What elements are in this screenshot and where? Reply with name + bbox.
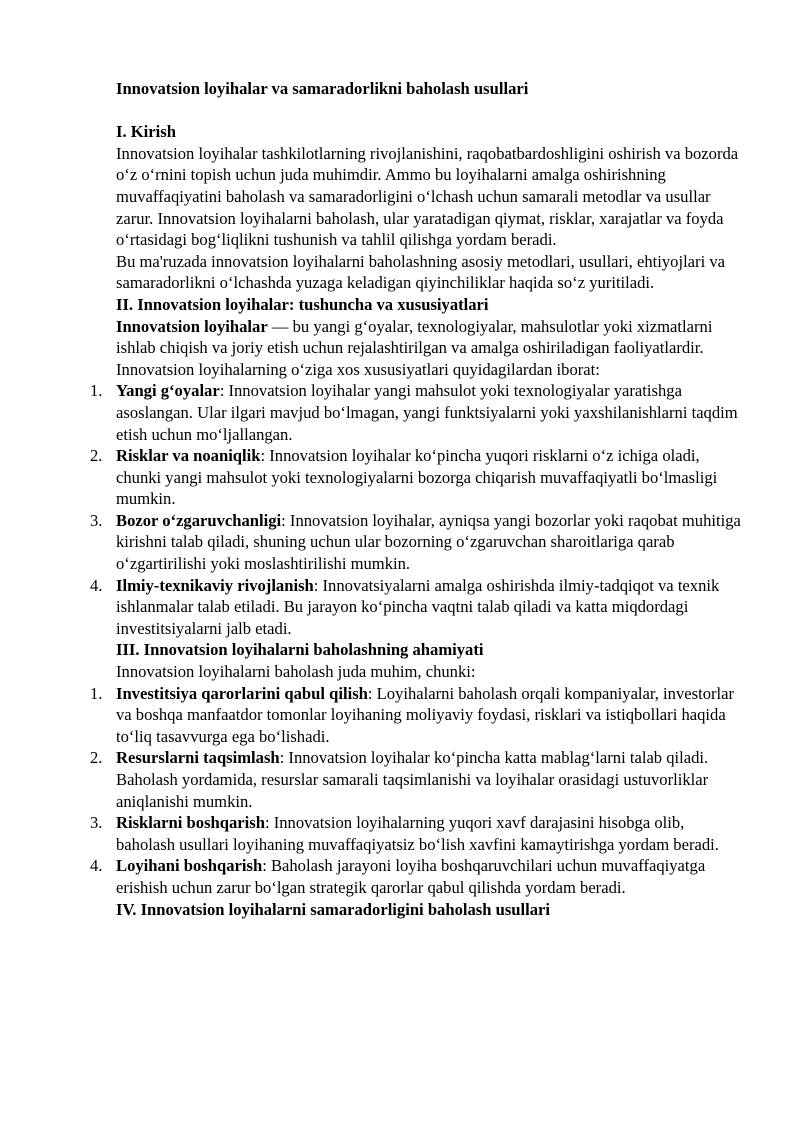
list-item: [90, 380, 744, 445]
section-2-intro: [116, 316, 744, 381]
list-item: [90, 812, 744, 855]
list-item-term: Yangi g‘oyalar: [116, 381, 220, 401]
list-item-term: Risklar va noaniqlik: [116, 446, 261, 466]
list-item: [90, 575, 744, 640]
section-1-paragraph-2: Bu ma'ruzada innovatsion loyihalarni baholashning asosiy metodlari, usullari, ehtiyojlari va samaradorlikni o‘lchashda yuzaga keladigan qiyinchiliklar haqida so‘z yuritiladi.: [116, 251, 725, 293]
list-item-term: Risklarni boshqarish: [116, 813, 265, 833]
section-2-intro-term: Innovatsion loyihalar: [116, 316, 268, 336]
list-item-text: : Innovatsiyalarni amalga oshirishda ilmiy-tadqiqot va texnik ishlanmalar talab etiladi. Bu jarayon ko‘pincha vaqtni talab qiladi va katta miqdordagi investitsiyalarni jalb etadi.: [116, 575, 720, 638]
list-item-number: 4.: [90, 856, 103, 876]
list-item: [90, 855, 744, 898]
list-item-text: : Innovatsion loyihalar ko‘pincha yuqori risklarni o‘z ichiga oladi, chunki yangi mahsulot yoki texnologiyalarni bozorga chiqarish muvaffaqiyatli bo‘lmasligi mumkin.: [116, 446, 718, 509]
list-item-text: : Innovatsion loyihalar yangi mahsulot yoki texnologiyalar yaratishga asoslangan. Ular ilgari mavjud bo‘lmagan, yangi funktsiyalarni yoki yaxshilanishlarni taqdim etish uchun mo‘ljallangan.: [116, 381, 738, 444]
section-3-heading: III. Innovatsion loyihalarni baholashning ahamiyati: [116, 640, 484, 660]
list-item: [90, 445, 744, 510]
list-item-term: Bozor o‘zgaruvchanligi: [116, 510, 282, 530]
section-2-list: [90, 380, 744, 639]
section-1-paragraph-1: Innovatsion loyihalar tashkilotlarning rivojlanishini, raqobatbardoshligini oshirish va bozorda o‘z o‘rnini topish uchun juda muhimdir. Ammo bu loyihalarni amalga oshirishning muvaffaqiyatini baholash va samaradorligini o‘lchash uchun samarali metodlar va usullar zarur. Innovatsion loyihalarni baholash, ular yaratadigan qiymat, risklar, xarajatlar va foyda o‘rtasidagi bog‘liqlikni tushunish va tahlil qilishga yordam beradi.: [116, 143, 739, 250]
document-page: [90, 78, 744, 920]
list-item-number: 3.: [90, 510, 103, 530]
list-item-number: 1.: [90, 381, 103, 401]
list-item-number: 1.: [90, 683, 103, 703]
list-item-term: Ilmiy-texnikaviy rivojlanish: [116, 575, 314, 595]
list-item: [90, 747, 744, 812]
blank-line: [116, 100, 744, 122]
list-item: [90, 510, 744, 575]
list-item: [90, 683, 744, 748]
list-item-number: 2.: [90, 748, 103, 768]
document-title: Innovatsion loyihalar va samaradorlikni baholash usullari: [116, 79, 529, 98]
section-2-heading: II. Innovatsion loyihalar: tushuncha va xususiyatlari: [116, 294, 489, 314]
list-item-text: : Innovatsion loyihalar ko‘pincha katta mablag‘larni talab qiladi. Baholash yordamida, resurslar samarali taqsimlanishi va loyihalar orasidagi ustuvorliklar aniqlanishi mumkin.: [116, 748, 709, 811]
section-3-list: [90, 683, 744, 899]
list-item-text: : Innovatsion loyihalarning yuqori xavf darajasini hisobga olib, baholash usullari loyihaning muvaffaqiyatsiz bo‘lish xavfini kamaytirishga yordam beradi.: [116, 813, 719, 854]
list-item-term: Resurslarni taqsimlash: [116, 748, 280, 768]
list-item-term: Loyihani boshqarish: [116, 856, 263, 876]
list-item-text: : Innovatsion loyihalar, ayniqsa yangi bozorlar yoki raqobat muhitiga kirishni talab qiladi, shuning uchun ular bozorning o‘zgaruvchan sharoitlariga qarab o‘zgartirilishi yoki moslashtirilishi mumkin.: [116, 510, 741, 574]
section-2-intro-text: — bu yangi g‘oyalar, texnologiyalar, mahsulotlar yoki xizmatlarni ishlab chiqish va joriy etish uchun rejalashtirilgan va amalga oshiriladigan faoliyatlardir. Innovatsion loyihalarning o‘ziga xos xususiyatlari quyidagilardan iborat:: [116, 316, 713, 379]
section-1-heading: I. Kirish: [116, 122, 176, 142]
list-item-text: : Baholash jarayoni loyiha boshqaruvchilari uchun muvaffaqiyatga erishish uchun zarur bo‘lgan strategik qarorlar qabul qilishda yordam beradi.: [116, 856, 706, 897]
list-item-number: 2.: [90, 446, 103, 466]
list-item-text: : Loyihalarni baholash orqali kompaniyalar, investorlar va boshqa manfaatdor tomonlar loyihaning moliyaviy foydasi, risklari va istiqbollari haqida to‘liq tasavvurga ega bo‘lishadi.: [116, 683, 735, 746]
section-4-heading: IV. Innovatsion loyihalarni samaradorligini baholash usullari: [116, 899, 551, 919]
list-item-number: 4.: [90, 575, 103, 595]
list-item-number: 3.: [90, 813, 103, 833]
list-item-term: Investitsiya qarorlarini qabul qilish: [116, 683, 368, 703]
section-3-intro: Innovatsion loyihalarni baholash juda muhim, chunki:: [116, 662, 476, 682]
